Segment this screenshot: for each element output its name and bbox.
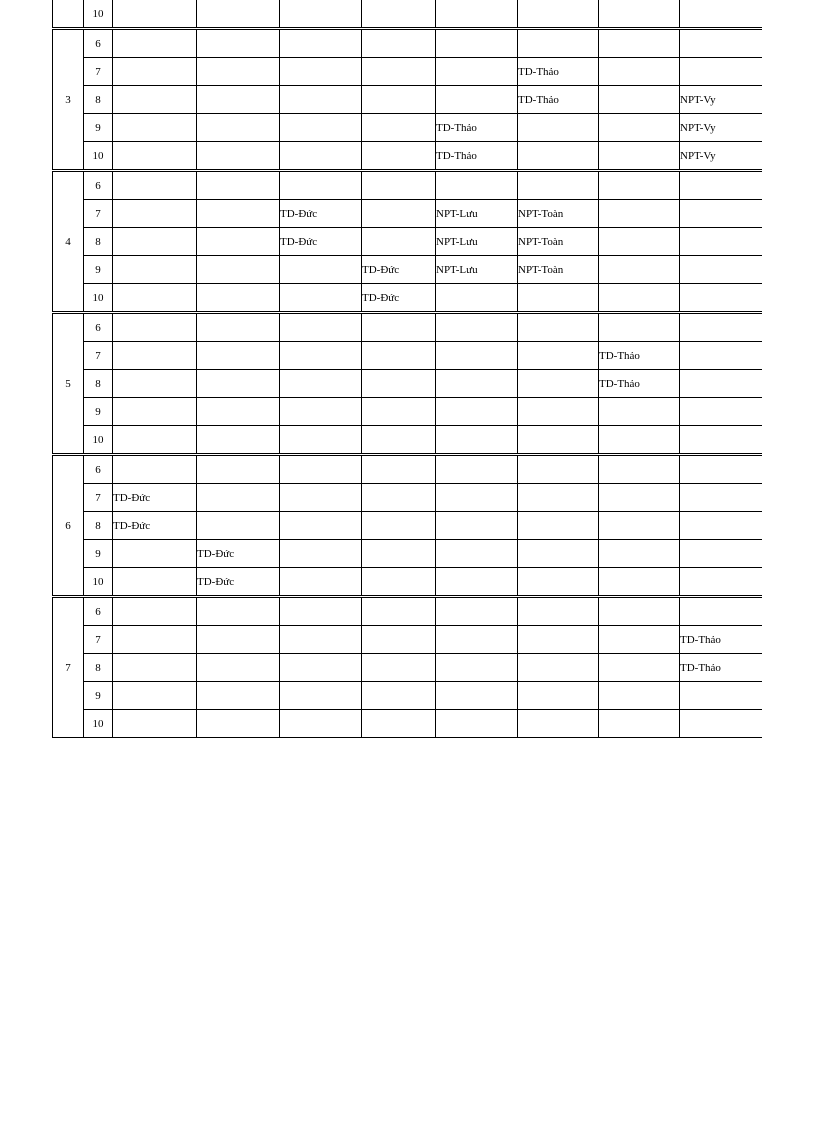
period-cell: 6 xyxy=(84,171,113,200)
schedule-cell xyxy=(599,256,680,284)
schedule-cell: TD-Đức xyxy=(113,484,197,512)
period-cell: 8 xyxy=(84,370,113,398)
schedule-cell: TD-Đức xyxy=(280,200,362,228)
schedule-cell xyxy=(197,256,280,284)
table-row xyxy=(53,370,762,398)
schedule-cell xyxy=(518,512,599,540)
schedule-cell xyxy=(680,426,762,455)
schedule-cell xyxy=(197,0,280,29)
schedule-cell xyxy=(280,114,362,142)
schedule-cell xyxy=(280,171,362,200)
schedule-cell xyxy=(518,654,599,682)
schedule-cell: TD-Đức xyxy=(362,284,436,313)
schedule-cell: TD-Thảo xyxy=(680,654,762,682)
schedule-cell xyxy=(518,0,599,29)
schedule-cell xyxy=(599,86,680,114)
schedule-cell xyxy=(197,58,280,86)
schedule-cell xyxy=(680,228,762,256)
schedule-cell xyxy=(113,86,197,114)
schedule-cell xyxy=(197,200,280,228)
schedule-cell xyxy=(362,540,436,568)
schedule-cell xyxy=(436,370,518,398)
period-cell: 7 xyxy=(84,200,113,228)
schedule-cell xyxy=(680,0,762,29)
table-row xyxy=(53,540,762,568)
schedule-cell xyxy=(599,284,680,313)
schedule-cell xyxy=(680,540,762,568)
schedule-cell xyxy=(436,654,518,682)
schedule-cell xyxy=(518,682,599,710)
schedule-cell xyxy=(680,710,762,738)
period-cell: 9 xyxy=(84,256,113,284)
timetable xyxy=(52,0,762,738)
period-cell: 10 xyxy=(84,568,113,597)
schedule-cell xyxy=(280,342,362,370)
schedule-cell xyxy=(113,710,197,738)
schedule-cell xyxy=(113,626,197,654)
schedule-cell xyxy=(680,171,762,200)
schedule-cell xyxy=(436,398,518,426)
schedule-cell xyxy=(518,626,599,654)
table-row xyxy=(53,0,762,29)
period-cell: 8 xyxy=(84,86,113,114)
schedule-cell xyxy=(113,171,197,200)
period-cell: 8 xyxy=(84,654,113,682)
schedule-cell xyxy=(280,682,362,710)
schedule-cell xyxy=(680,370,762,398)
table-row xyxy=(53,398,762,426)
day-cell: 6 xyxy=(53,455,84,597)
schedule-cell: NPT-Vy xyxy=(680,142,762,171)
schedule-cell xyxy=(113,58,197,86)
schedule-cell xyxy=(436,426,518,455)
period-cell: 7 xyxy=(84,342,113,370)
schedule-cell: NPT-Vy xyxy=(680,114,762,142)
schedule-cell: TD-Đức xyxy=(280,228,362,256)
table-row xyxy=(53,426,762,455)
schedule-cell xyxy=(362,342,436,370)
period-cell: 7 xyxy=(84,58,113,86)
period-cell: 8 xyxy=(84,228,113,256)
schedule-cell xyxy=(599,540,680,568)
schedule-cell: NPT-Toàn xyxy=(518,228,599,256)
schedule-cell xyxy=(518,142,599,171)
schedule-cell xyxy=(280,86,362,114)
schedule-cell xyxy=(280,313,362,342)
schedule-cell xyxy=(599,484,680,512)
schedule-cell xyxy=(436,710,518,738)
schedule-cell xyxy=(518,426,599,455)
schedule-cell xyxy=(680,597,762,626)
period-cell: 9 xyxy=(84,682,113,710)
period-cell: 10 xyxy=(84,142,113,171)
schedule-cell xyxy=(362,626,436,654)
schedule-cell xyxy=(113,200,197,228)
schedule-cell xyxy=(680,398,762,426)
schedule-cell xyxy=(362,86,436,114)
table-row xyxy=(53,710,762,738)
table-row xyxy=(53,682,762,710)
schedule-cell xyxy=(197,710,280,738)
schedule-cell xyxy=(362,370,436,398)
schedule-cell xyxy=(113,313,197,342)
schedule-cell xyxy=(362,114,436,142)
schedule-cell xyxy=(599,568,680,597)
schedule-cell: TD-Thảo xyxy=(599,370,680,398)
schedule-cell: NPT-Toàn xyxy=(518,256,599,284)
schedule-cell xyxy=(362,142,436,171)
schedule-cell: TD-Thảo xyxy=(436,142,518,171)
schedule-cell xyxy=(599,710,680,738)
schedule-cell xyxy=(680,313,762,342)
schedule-cell xyxy=(599,512,680,540)
schedule-cell xyxy=(113,568,197,597)
schedule-cell xyxy=(280,710,362,738)
schedule-cell xyxy=(680,455,762,484)
schedule-cell xyxy=(599,455,680,484)
schedule-cell xyxy=(518,342,599,370)
schedule-cell: TD-Thảo xyxy=(518,58,599,86)
schedule-cell xyxy=(197,313,280,342)
schedule-cell xyxy=(362,484,436,512)
schedule-cell xyxy=(362,568,436,597)
schedule-cell: NPT-Lưu xyxy=(436,256,518,284)
schedule-cell: TD-Đức xyxy=(362,256,436,284)
schedule-cell xyxy=(113,540,197,568)
schedule-cell xyxy=(518,455,599,484)
schedule-cell xyxy=(280,626,362,654)
period-cell: 6 xyxy=(84,597,113,626)
schedule-cell xyxy=(680,256,762,284)
schedule-cell xyxy=(518,398,599,426)
schedule-cell xyxy=(436,29,518,58)
table-row xyxy=(53,114,762,142)
schedule-cell xyxy=(436,512,518,540)
schedule-cell xyxy=(197,426,280,455)
schedule-cell xyxy=(362,228,436,256)
period-cell: 7 xyxy=(84,626,113,654)
schedule-cell xyxy=(280,398,362,426)
period-cell: 9 xyxy=(84,398,113,426)
schedule-cell: TD-Đức xyxy=(113,512,197,540)
schedule-cell xyxy=(362,682,436,710)
table-row xyxy=(53,86,762,114)
schedule-cell xyxy=(362,512,436,540)
schedule-cell xyxy=(362,398,436,426)
schedule-cell xyxy=(680,568,762,597)
schedule-cell xyxy=(197,228,280,256)
schedule-cell xyxy=(518,370,599,398)
schedule-cell xyxy=(362,654,436,682)
schedule-cell xyxy=(362,29,436,58)
schedule-cell xyxy=(680,512,762,540)
schedule-cell: TD-Đức xyxy=(197,568,280,597)
schedule-cell xyxy=(518,29,599,58)
period-cell: 6 xyxy=(84,313,113,342)
schedule-cell xyxy=(599,58,680,86)
schedule-cell xyxy=(436,171,518,200)
day-cell xyxy=(53,0,84,29)
schedule-cell xyxy=(362,455,436,484)
schedule-cell xyxy=(362,200,436,228)
period-cell: 10 xyxy=(84,0,113,29)
schedule-cell xyxy=(680,29,762,58)
table-row xyxy=(53,200,762,228)
schedule-cell xyxy=(280,597,362,626)
schedule-cell xyxy=(436,313,518,342)
schedule-cell xyxy=(599,142,680,171)
schedule-cell xyxy=(518,171,599,200)
table-row xyxy=(53,597,762,626)
schedule-cell xyxy=(113,29,197,58)
schedule-cell xyxy=(436,455,518,484)
schedule-cell xyxy=(113,142,197,171)
schedule-cell xyxy=(436,568,518,597)
schedule-cell xyxy=(518,540,599,568)
schedule-cell xyxy=(436,86,518,114)
schedule-cell xyxy=(197,284,280,313)
table-row xyxy=(53,313,762,342)
schedule-cell xyxy=(436,597,518,626)
schedule-cell xyxy=(113,370,197,398)
schedule-cell xyxy=(362,171,436,200)
schedule-cell xyxy=(280,142,362,171)
schedule-cell xyxy=(113,284,197,313)
schedule-cell xyxy=(113,597,197,626)
schedule-cell xyxy=(280,426,362,455)
schedule-cell xyxy=(362,58,436,86)
schedule-cell xyxy=(197,171,280,200)
schedule-cell xyxy=(280,455,362,484)
schedule-cell xyxy=(280,284,362,313)
schedule-cell xyxy=(280,58,362,86)
schedule-cell xyxy=(197,455,280,484)
schedule-cell xyxy=(197,512,280,540)
schedule-cell xyxy=(113,398,197,426)
schedule-cell xyxy=(362,710,436,738)
schedule-cell xyxy=(599,682,680,710)
schedule-cell xyxy=(599,313,680,342)
schedule-cell xyxy=(197,654,280,682)
day-cell: 4 xyxy=(53,171,84,313)
table-row xyxy=(53,654,762,682)
period-cell: 9 xyxy=(84,114,113,142)
schedule-cell xyxy=(599,626,680,654)
table-row xyxy=(53,256,762,284)
schedule-cell: TD-Thảo xyxy=(599,342,680,370)
schedule-cell: TD-Đức xyxy=(197,540,280,568)
schedule-cell xyxy=(436,0,518,29)
schedule-cell xyxy=(518,313,599,342)
schedule-cell xyxy=(518,484,599,512)
schedule-cell xyxy=(599,171,680,200)
table-row xyxy=(53,142,762,171)
table-row xyxy=(53,228,762,256)
period-cell: 9 xyxy=(84,540,113,568)
schedule-cell xyxy=(599,228,680,256)
schedule-cell xyxy=(436,342,518,370)
schedule-cell xyxy=(680,58,762,86)
schedule-cell xyxy=(362,313,436,342)
day-cell: 3 xyxy=(53,29,84,171)
schedule-cell xyxy=(197,370,280,398)
schedule-cell xyxy=(599,29,680,58)
schedule-cell xyxy=(436,284,518,313)
schedule-cell xyxy=(197,626,280,654)
table-row xyxy=(53,342,762,370)
schedule-cell xyxy=(362,597,436,626)
schedule-cell xyxy=(518,568,599,597)
schedule-cell xyxy=(197,597,280,626)
schedule-cell xyxy=(518,114,599,142)
table-row xyxy=(53,171,762,200)
schedule-cell xyxy=(680,200,762,228)
schedule-cell xyxy=(436,484,518,512)
schedule-cell xyxy=(680,284,762,313)
table-row xyxy=(53,512,762,540)
schedule-cell xyxy=(599,200,680,228)
schedule-cell xyxy=(113,426,197,455)
table-row xyxy=(53,568,762,597)
table-row xyxy=(53,484,762,512)
schedule-cell xyxy=(436,540,518,568)
schedule-cell xyxy=(197,29,280,58)
schedule-cell xyxy=(362,426,436,455)
schedule-cell xyxy=(280,0,362,29)
schedule-cell xyxy=(197,114,280,142)
schedule-cell xyxy=(436,682,518,710)
schedule-cell xyxy=(113,342,197,370)
schedule-cell: NPT-Toàn xyxy=(518,200,599,228)
schedule-cell xyxy=(197,142,280,171)
period-cell: 6 xyxy=(84,455,113,484)
schedule-cell xyxy=(113,114,197,142)
schedule-cell xyxy=(113,228,197,256)
schedule-cell: TD-Thảo xyxy=(680,626,762,654)
table-row xyxy=(53,284,762,313)
schedule-cell xyxy=(599,426,680,455)
schedule-cell xyxy=(436,626,518,654)
timetable-body xyxy=(53,0,762,738)
schedule-cell xyxy=(197,398,280,426)
schedule-cell xyxy=(280,654,362,682)
period-cell: 10 xyxy=(84,426,113,455)
schedule-cell xyxy=(599,654,680,682)
schedule-cell xyxy=(280,568,362,597)
schedule-cell xyxy=(197,86,280,114)
table-row xyxy=(53,29,762,58)
table-row xyxy=(53,58,762,86)
schedule-cell: NPT-Lưu xyxy=(436,228,518,256)
schedule-cell xyxy=(197,484,280,512)
period-cell: 6 xyxy=(84,29,113,58)
period-cell: 10 xyxy=(84,284,113,313)
schedule-cell xyxy=(280,540,362,568)
schedule-cell: TD-Thảo xyxy=(436,114,518,142)
schedule-cell xyxy=(113,455,197,484)
schedule-cell xyxy=(113,256,197,284)
schedule-cell: NPT-Vy xyxy=(680,86,762,114)
schedule-cell xyxy=(280,370,362,398)
table-row xyxy=(53,455,762,484)
period-cell: 7 xyxy=(84,484,113,512)
period-cell: 8 xyxy=(84,512,113,540)
period-cell: 10 xyxy=(84,710,113,738)
schedule-cell xyxy=(113,0,197,29)
schedule-cell xyxy=(280,484,362,512)
day-cell: 7 xyxy=(53,597,84,738)
schedule-cell: TD-Thảo xyxy=(518,86,599,114)
schedule-cell xyxy=(280,256,362,284)
schedule-cell xyxy=(280,512,362,540)
schedule-cell xyxy=(197,682,280,710)
schedule-cell xyxy=(599,398,680,426)
schedule-cell xyxy=(197,342,280,370)
schedule-cell xyxy=(113,654,197,682)
schedule-cell xyxy=(599,0,680,29)
schedule-cell xyxy=(113,682,197,710)
schedule-cell xyxy=(599,114,680,142)
schedule-cell xyxy=(362,0,436,29)
schedule-cell xyxy=(599,597,680,626)
schedule-cell xyxy=(518,284,599,313)
schedule-cell xyxy=(518,710,599,738)
schedule-cell xyxy=(680,342,762,370)
schedule-cell xyxy=(436,58,518,86)
day-cell: 5 xyxy=(53,313,84,455)
schedule-cell xyxy=(280,29,362,58)
schedule-cell xyxy=(518,597,599,626)
schedule-cell xyxy=(680,484,762,512)
table-row xyxy=(53,626,762,654)
schedule-cell: NPT-Lưu xyxy=(436,200,518,228)
schedule-cell xyxy=(680,682,762,710)
